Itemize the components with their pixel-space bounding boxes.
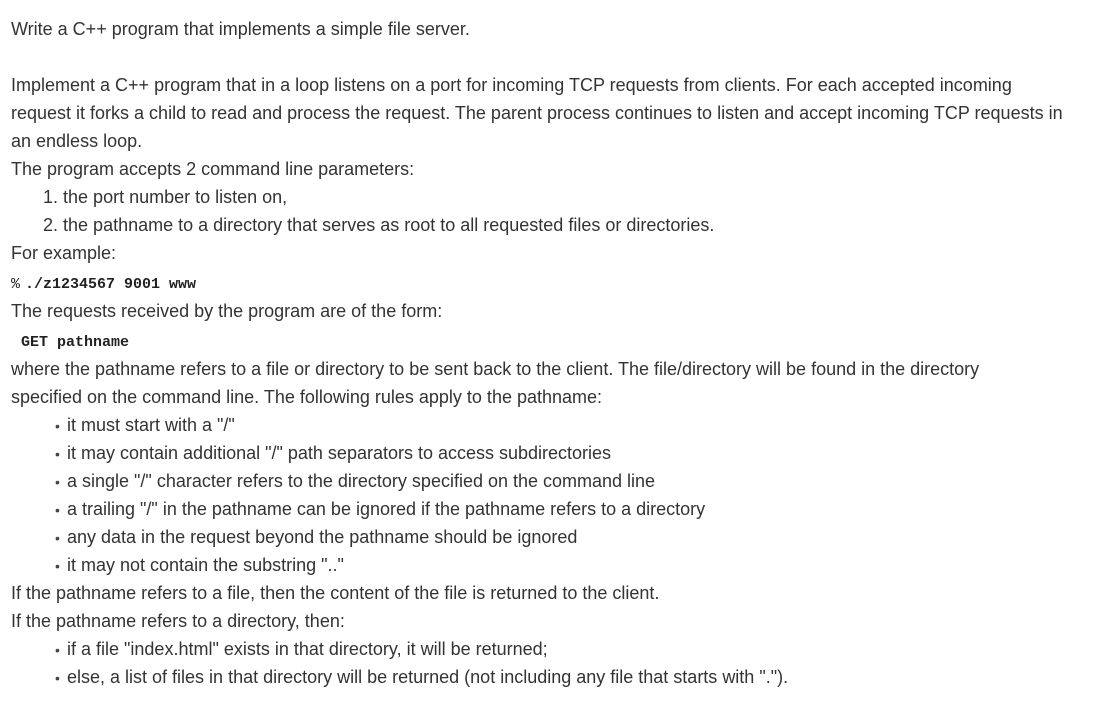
- dir-rule-item: [55, 635, 548, 663]
- dir-heading: If the pathname refers to a directory, then:: [11, 611, 345, 631]
- rule-item: [55, 523, 577, 551]
- bullet-icon: •: [55, 418, 60, 434]
- bullet-icon: •: [55, 558, 60, 574]
- request-form-code: GET pathname: [21, 334, 130, 351]
- rule-item: [55, 411, 235, 439]
- shell-prompt: %: [11, 276, 21, 293]
- rule-item: [55, 551, 344, 579]
- intro-line-2: request it forks a child to read and process the request. The parent process continues to listen and accept incoming TCP requests in: [11, 103, 1063, 123]
- dir-rule-item: [55, 663, 788, 691]
- param-text: the port number to listen on,: [63, 187, 288, 207]
- bullet-icon: •: [55, 474, 60, 490]
- bullet-icon: •: [55, 670, 60, 686]
- request-form: [21, 326, 129, 354]
- rule-item: [55, 439, 611, 467]
- where-line-2: specified on the command line. The following rules apply to the pathname:: [11, 387, 603, 407]
- example-label: For example:: [11, 243, 117, 263]
- intro-line-1: Implement a C++ program that in a loop listens on a port for incoming TCP requests from clients. For each accepted incoming: [11, 75, 1012, 95]
- rule-item: [55, 495, 705, 523]
- param-item-directory: [43, 211, 714, 239]
- rule-text: it may not contain the substring "..": [67, 555, 344, 575]
- rule-text: it must start with a "/": [67, 415, 235, 435]
- rule-text: any data in the request beyond the pathname should be ignored: [67, 527, 578, 547]
- bullet-icon: •: [55, 642, 60, 658]
- bullet-icon: •: [55, 530, 60, 546]
- param-text: the pathname to a directory that serves as root to all requested files or directories.: [63, 215, 715, 235]
- dir-rule-text: else, a list of files in that directory will be returned (not including any file that starts with ".").: [67, 667, 789, 687]
- requests-heading: The requests received by the program are of the form:: [11, 301, 443, 321]
- intro-line-3: an endless loop.: [11, 131, 143, 151]
- assignment-title: Write a C++ program that implements a simple file server.: [11, 19, 470, 39]
- file-rule: If the pathname refers to a file, then the content of the file is returned to the client.: [11, 583, 660, 603]
- param-number: 1.: [43, 187, 59, 207]
- bullet-icon: •: [55, 446, 60, 462]
- bullet-icon: •: [55, 502, 60, 518]
- rule-text: it may contain additional "/" path separators to access subdirectories: [67, 443, 612, 463]
- example-command: ./z1234567 9001 www: [25, 276, 197, 293]
- param-item-port: [43, 183, 287, 211]
- rule-text: a single "/" character refers to the directory specified on the command line: [67, 471, 656, 491]
- rule-text: a trailing "/" in the pathname can be ignored if the pathname refers to a directory: [67, 499, 706, 519]
- example-command-line: [11, 268, 196, 296]
- rule-item: [55, 467, 655, 495]
- where-line-1: where the pathname refers to a file or directory to be sent back to the client. The file/directory will be found in the directory: [11, 359, 980, 379]
- params-heading: The program accepts 2 command line parameters:: [11, 159, 415, 179]
- dir-rule-text: if a file "index.html" exists in that directory, it will be returned;: [67, 639, 548, 659]
- param-number: 2.: [43, 215, 59, 235]
